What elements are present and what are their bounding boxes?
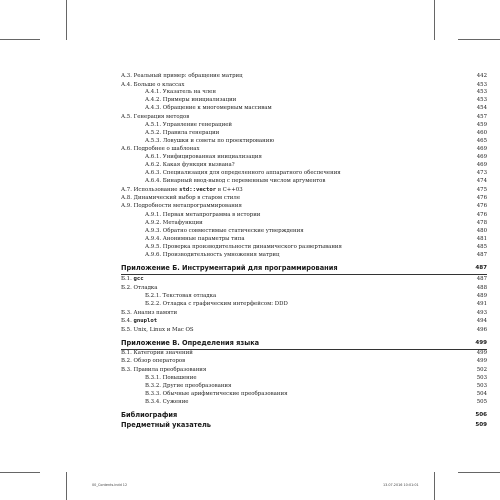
toc-entry-label: А.5.3. Ловушки и советы по проектированию xyxy=(145,138,275,144)
toc-page-number: 473 xyxy=(476,170,487,176)
toc-entry-row xyxy=(121,326,487,335)
toc-page-number: 503 xyxy=(476,375,487,381)
toc-entry-label: А.6.1. Унифицированная инициализация xyxy=(145,154,262,160)
toc-entry-label: Б.2.2. Отладка с графическим интерфейсом: DDD xyxy=(145,301,288,307)
toc-entry-label: Предметный указатель xyxy=(121,421,211,429)
toc-entry-row xyxy=(121,317,487,326)
toc-page-number: 476 xyxy=(476,212,487,218)
toc-entry-label: В.2. Обзор операторов xyxy=(121,358,186,364)
toc-page-number: 459 xyxy=(476,122,487,128)
toc-entry-label: А.9. Подробности метапрограммирования xyxy=(121,203,242,209)
toc-chapter-row xyxy=(121,411,487,420)
toc-page-number: 453 xyxy=(476,89,487,95)
toc-page-number: 469 xyxy=(476,162,487,168)
toc-page-number: 487 xyxy=(476,276,487,282)
toc-entry-row xyxy=(121,202,487,211)
toc-entry-code: gnuplot xyxy=(133,318,158,324)
toc-entry-label: А.9.2. Метафункции xyxy=(145,220,203,226)
toc-entry-row xyxy=(145,177,487,186)
toc-page-number: 502 xyxy=(476,367,487,373)
toc-entry-label: Б.3. Анализ памяти xyxy=(121,310,178,316)
toc-entry-label: А.6.2. Какая функция вызвана? xyxy=(145,162,235,168)
footer-left: 00_Contents.indd 12 xyxy=(92,483,128,487)
toc-entry-label: А.9.6. Производительность умножения матриц xyxy=(145,252,280,258)
toc-chapter-row xyxy=(121,264,487,273)
toc-chapter-row xyxy=(121,339,487,348)
toc-entry-label: А.6.3. Специализация для определенного аппаратного обеспечения xyxy=(145,170,341,176)
toc-entry-label: А.9.5. Проверка производительности динамического развертывания xyxy=(145,244,342,250)
toc-entry-label: А.3. Реальный пример: обращение матриц xyxy=(121,73,243,79)
toc-chapter-row xyxy=(121,421,487,430)
toc-entry-label: А.5.2. Правила генерации xyxy=(145,130,220,136)
toc-entry-label: А.7. Использование xyxy=(121,187,180,193)
toc-entry-label: В.3.4. Сужение xyxy=(145,399,189,405)
toc-entry-label: Б.1. xyxy=(121,276,134,282)
toc-entry-label: А.9.4. Анонимные параметры типа xyxy=(145,236,245,242)
toc-entry-label: В.3.3. Обычные арифметические преобразования xyxy=(145,391,288,397)
toc-page-number: 469 xyxy=(476,154,487,160)
toc-entry-label: А.5. Генерация методов xyxy=(121,114,190,120)
toc-page-number: 469 xyxy=(476,146,487,152)
toc-page-number: 487 xyxy=(475,265,487,271)
toc-entry-label: А.5.1. Управление генерацией xyxy=(145,122,232,128)
toc-page-number: 487 xyxy=(476,252,487,258)
toc-page-number: 503 xyxy=(476,383,487,389)
toc-page-number: 504 xyxy=(476,391,487,397)
toc-page-number: 489 xyxy=(476,293,487,299)
toc-page-number: 480 xyxy=(476,228,487,234)
toc-entry-label-suffix: в C++03 xyxy=(216,187,243,193)
toc-entry-label: В.1. Категории значений xyxy=(121,350,193,356)
toc-entry-row xyxy=(145,300,487,309)
toc-page-number: 499 xyxy=(476,350,487,356)
toc-page-number: 442 xyxy=(476,73,487,79)
toc-page-number: 494 xyxy=(476,318,487,324)
toc-entry-label: В.3.1. Повышение xyxy=(145,375,197,381)
toc-entry-label: А.9.1. Первая метапрограмма в истории xyxy=(145,212,261,218)
toc-page-number: 453 xyxy=(476,82,487,88)
toc-entry-label: А.6. Подробнее о шаблонах xyxy=(121,146,200,152)
toc-page-number: 453 xyxy=(476,97,487,103)
toc-page-number: 465 xyxy=(476,138,487,144)
toc-page-number: 454 xyxy=(476,105,487,111)
toc-entry-label: А.8. Динамический выбор в старом стиле xyxy=(121,195,241,201)
toc-page-number: 476 xyxy=(476,195,487,201)
toc-page-number: 499 xyxy=(475,340,487,346)
footer-right: 13.07.2016 10:01:01 xyxy=(383,483,419,487)
toc-entry-row xyxy=(121,72,487,81)
toc-page-number: 499 xyxy=(476,358,487,364)
toc-entry-label: А.4.3. Обращение к многомерным массивам xyxy=(145,105,272,111)
toc-page-number: 506 xyxy=(475,412,487,418)
toc-entry-label: Библиография xyxy=(121,411,178,419)
toc-entry-row xyxy=(121,357,487,366)
toc-entry-code: std::vector xyxy=(179,187,217,193)
toc-entry-label: В.3. Правила преобразования xyxy=(121,367,207,373)
toc-page-number: 460 xyxy=(476,130,487,136)
toc-page-number: 491 xyxy=(476,301,487,307)
toc-entry-label: В.3.2. Другие преобразования xyxy=(145,383,232,389)
toc-entry-label: Б.5. Unix, Linux и Mac OS xyxy=(121,327,194,333)
toc-page-number: 478 xyxy=(476,220,487,226)
toc-page-number: 496 xyxy=(476,327,487,333)
toc-page-number: 474 xyxy=(476,178,487,184)
toc-entry-label: А.4.2. Примеры инициализации xyxy=(145,97,237,103)
toc-page-number: 505 xyxy=(476,399,487,405)
toc-page-number: 457 xyxy=(476,114,487,120)
toc-page-number: 476 xyxy=(476,203,487,209)
toc-entry-label: Приложение Б. Инструментарий для программирования xyxy=(121,264,338,272)
toc-entry-label: Б.2.1. Текстовая отладка xyxy=(145,293,217,299)
toc-entry-label: А.4. Больше о классах xyxy=(121,82,185,88)
toc-page-number: 493 xyxy=(476,310,487,316)
toc-entry-code: gcc xyxy=(133,276,144,282)
toc-entry-label: Приложение В. Определения языка xyxy=(121,339,260,347)
toc-page-number: 488 xyxy=(476,285,487,291)
toc-page-number: 485 xyxy=(476,244,487,250)
toc-entry-label: А.6.4. Бинарный ввод-вывод с переменным числом аргументов xyxy=(145,178,326,184)
toc-page-number: 509 xyxy=(475,422,487,428)
toc-entry-label: А.4.1. Указатель на член xyxy=(145,89,216,95)
toc-page-number: 475 xyxy=(476,187,487,193)
toc-entry-label: Б.4. xyxy=(121,318,134,324)
toc-page-number: 481 xyxy=(476,236,487,242)
toc-entry-row xyxy=(145,398,487,407)
toc-entry-row xyxy=(145,251,487,260)
toc-entry-label: А.9.3. Обратно совместимые статические утверждения xyxy=(145,228,304,234)
toc-entry-row xyxy=(145,104,487,113)
toc-entry-row xyxy=(121,275,487,284)
toc-entry-label: Б.2. Отладка xyxy=(121,285,158,291)
